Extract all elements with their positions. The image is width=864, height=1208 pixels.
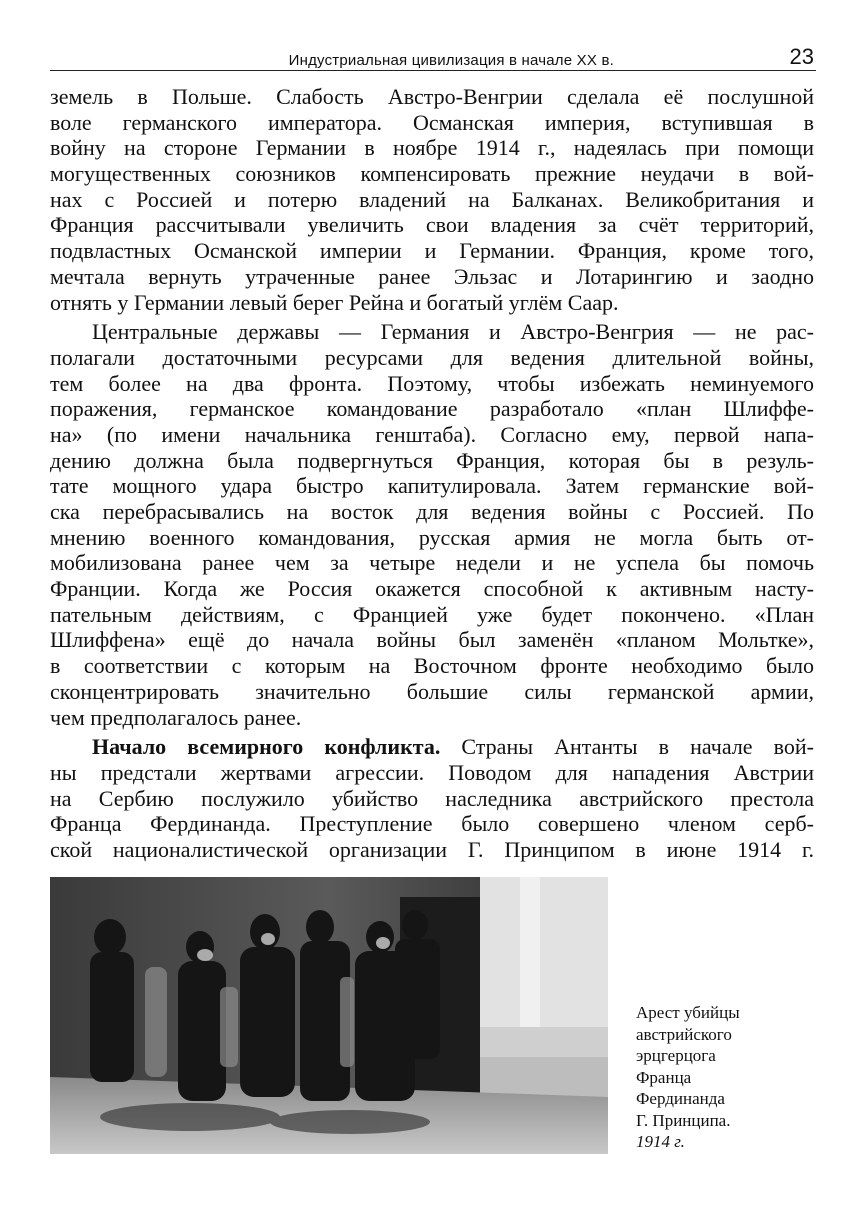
text-line: Центральные державы — Германия и Австро-Венгрия — не рас- — [92, 319, 814, 345]
text-line: Франца Фердинанда. Преступление было совершено членом серб- — [50, 811, 814, 837]
text-line: ска перебрасывались на восток для ведения войны с Россией. По — [50, 499, 814, 524]
caption-line: Г. Принципа. — [636, 1110, 731, 1130]
text-line: на Сербию послужило убийство наследника австрийского престола — [50, 785, 814, 811]
body-text — [50, 84, 814, 863]
text-line: подвластных Османской империи и Германии. Франция, кроме того, — [50, 238, 814, 264]
text-line: мечтала вернуть утраченные ранее Эльзас и Лотарингию и заодно — [50, 263, 814, 289]
text-line: в соответствии с которым на Восточном фронте необходимо было — [50, 653, 814, 679]
page-number: 23 — [789, 44, 814, 69]
caption-line: эрцгерцога — [636, 1046, 716, 1065]
text-line-rest: Страны Антанты в начале вой- — [440, 734, 814, 760]
text-line: ны предстали жертвами агрессии. Поводом для нападения Австрии — [50, 759, 814, 785]
text-line: дению должна была подвергнуться Франция, которая бы в резуль- — [50, 447, 814, 473]
text-line: пательным действиям, с Францией уже будет покончено. «План — [50, 601, 814, 627]
text-line: земель в Польше. Слабость Австро-Венгрии сделала её послушной — [50, 84, 814, 109]
text-line: полагали достаточными ресурсами для ведения длительной войны, — [50, 344, 814, 370]
historical-photo — [50, 877, 608, 1154]
text-line: на» (по имени начальника генштаба). Согласно ему, первой напа- — [50, 421, 814, 447]
text-line: Шлиффена» ещё до начала войны был заменён «планом Мольтке», — [50, 627, 814, 653]
text-line — [50, 734, 814, 760]
text-line: мнению военного командования, русская армия не могла быть от- — [50, 524, 814, 550]
running-title: Индустриальная цивилизация в начале XX в. — [288, 52, 614, 69]
caption-year: 1914 г. — [636, 1132, 685, 1151]
text-line: ской националистической организации Г. Принципом в июне 1914 г. — [50, 836, 814, 862]
text-line: Франции. Когда же Россия окажется способной к активным насту- — [50, 576, 814, 602]
text-line: чем предполагалось ранее. — [50, 704, 302, 730]
text-line: мобилизована ранее чем за четыре недели и не успела бы помочь — [50, 550, 814, 576]
text-line: нах с Россией и потерю владений на Балканах. Великобритания и — [50, 186, 814, 212]
caption-line: австрийского — [636, 1024, 732, 1044]
text-line: тем более на два фронта. Поэтому, чтобы избежать неминуемого — [50, 370, 814, 396]
text-line: сконцентрировать значительно большие силы германской армии, — [50, 678, 814, 704]
text-line: Франция рассчитывали увеличить свои владения за счёт территорий, — [50, 212, 814, 238]
text-line: воле германского императора. Османская империя, вступившая в — [50, 109, 814, 135]
page-header — [50, 40, 816, 71]
paragraph-3 — [50, 734, 814, 862]
section-heading: Начало всемирного конфликта. — [92, 734, 441, 760]
photo-caption — [636, 1002, 816, 1153]
paragraph-2 — [50, 319, 814, 730]
text-line: войну на стороне Германии в ноябре 1914 г., надеялась при помощи — [50, 135, 814, 161]
text-line: поражения, германское командование разработало «план Шлиффе- — [50, 396, 814, 422]
text-line: отнять у Германии левый берег Рейна и богатый углём Саар. — [50, 289, 619, 315]
caption-line: Франца — [636, 1067, 692, 1087]
photo-illustration — [50, 877, 608, 1154]
text-line: могущественных союзников компенсировать прежние неудачи в вой- — [50, 161, 814, 187]
paragraph-1 — [50, 84, 814, 315]
caption-line: Арест убийцы — [636, 1003, 740, 1022]
text-line: тате мощного удара быстро капитулировала. Затем германские вой- — [50, 473, 814, 499]
caption-line: Фердинанда — [636, 1089, 725, 1108]
